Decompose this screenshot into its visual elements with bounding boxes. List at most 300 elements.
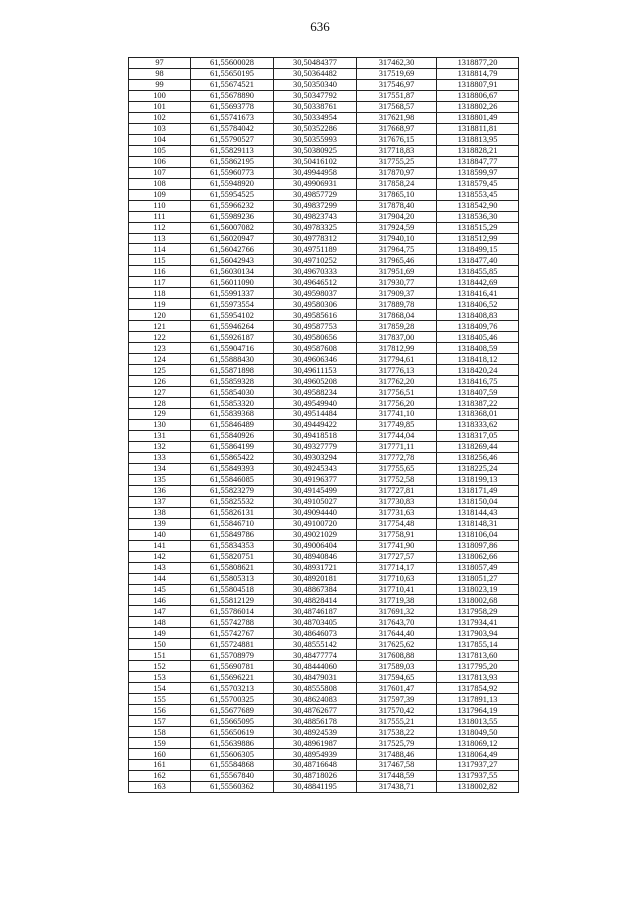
x-coordinate-cell: 317741,90 xyxy=(357,540,437,551)
table-row xyxy=(129,430,519,441)
table-row xyxy=(129,650,519,661)
longitude-cell: 30,50338761 xyxy=(274,101,357,112)
x-coordinate-cell: 317727,57 xyxy=(357,551,437,562)
x-coordinate-cell: 317719,38 xyxy=(357,595,437,606)
y-coordinate-cell: 1318144,43 xyxy=(437,507,519,518)
y-coordinate-cell: 1318515,29 xyxy=(437,222,519,233)
table-row xyxy=(129,255,519,266)
table-row xyxy=(129,79,519,90)
y-coordinate-cell: 1317958,29 xyxy=(437,606,519,617)
x-coordinate-cell: 317467,58 xyxy=(357,760,437,771)
latitude-cell: 61,55650619 xyxy=(191,727,274,738)
longitude-cell: 30,49449422 xyxy=(274,419,357,430)
y-coordinate-cell: 1318317,05 xyxy=(437,430,519,441)
x-coordinate-cell: 317731,63 xyxy=(357,507,437,518)
longitude-cell: 30,49598037 xyxy=(274,288,357,299)
point-number-cell: 136 xyxy=(129,485,191,496)
longitude-cell: 30,48828414 xyxy=(274,595,357,606)
y-coordinate-cell: 1317934,41 xyxy=(437,617,519,628)
latitude-cell: 61,55650195 xyxy=(191,68,274,79)
x-coordinate-cell: 317758,91 xyxy=(357,529,437,540)
table-row xyxy=(129,299,519,310)
x-coordinate-cell: 317865,10 xyxy=(357,189,437,200)
longitude-cell: 30,48718026 xyxy=(274,770,357,781)
latitude-cell: 61,55854030 xyxy=(191,387,274,398)
y-coordinate-cell: 1318813,95 xyxy=(437,134,519,145)
table-row xyxy=(129,200,519,211)
point-number-cell: 113 xyxy=(129,233,191,244)
table-row xyxy=(129,661,519,672)
point-number-cell: 133 xyxy=(129,452,191,463)
table-row xyxy=(129,398,519,409)
point-number-cell: 135 xyxy=(129,474,191,485)
point-number-cell: 130 xyxy=(129,419,191,430)
table-row xyxy=(129,672,519,683)
latitude-cell: 61,55639886 xyxy=(191,738,274,749)
latitude-cell: 61,55790527 xyxy=(191,134,274,145)
point-number-cell: 101 xyxy=(129,101,191,112)
y-coordinate-cell: 1317964,19 xyxy=(437,705,519,716)
longitude-cell: 30,49944958 xyxy=(274,167,357,178)
table-row xyxy=(129,738,519,749)
x-coordinate-cell: 317951,69 xyxy=(357,266,437,277)
x-coordinate-cell: 317625,62 xyxy=(357,639,437,650)
longitude-cell: 30,48961987 xyxy=(274,738,357,749)
table-row xyxy=(129,770,519,781)
x-coordinate-cell: 317710,41 xyxy=(357,584,437,595)
y-coordinate-cell: 1317903,94 xyxy=(437,628,519,639)
point-number-cell: 132 xyxy=(129,441,191,452)
longitude-cell: 30,48920181 xyxy=(274,573,357,584)
table-row xyxy=(129,365,519,376)
point-number-cell: 110 xyxy=(129,200,191,211)
point-number-cell: 99 xyxy=(129,79,191,90)
x-coordinate-cell: 317488,46 xyxy=(357,749,437,760)
table-row xyxy=(129,727,519,738)
longitude-cell: 30,49549940 xyxy=(274,398,357,409)
y-coordinate-cell: 1318409,76 xyxy=(437,321,519,332)
table-row xyxy=(129,90,519,101)
x-coordinate-cell: 317546,97 xyxy=(357,79,437,90)
point-number-cell: 115 xyxy=(129,255,191,266)
y-coordinate-cell: 1318408,59 xyxy=(437,343,519,354)
longitude-cell: 30,48444060 xyxy=(274,661,357,672)
point-number-cell: 159 xyxy=(129,738,191,749)
table-row xyxy=(129,485,519,496)
table-row xyxy=(129,496,519,507)
latitude-cell: 61,55946264 xyxy=(191,321,274,332)
point-number-cell: 131 xyxy=(129,430,191,441)
x-coordinate-cell: 317756,51 xyxy=(357,387,437,398)
y-coordinate-cell: 1318023,19 xyxy=(437,584,519,595)
latitude-cell: 61,55926187 xyxy=(191,332,274,343)
latitude-cell: 61,55823279 xyxy=(191,485,274,496)
latitude-cell: 61,55708979 xyxy=(191,650,274,661)
latitude-cell: 61,55805313 xyxy=(191,573,274,584)
y-coordinate-cell: 1318106,04 xyxy=(437,529,519,540)
point-number-cell: 116 xyxy=(129,266,191,277)
point-number-cell: 138 xyxy=(129,507,191,518)
x-coordinate-cell: 317868,04 xyxy=(357,310,437,321)
point-number-cell: 158 xyxy=(129,727,191,738)
y-coordinate-cell: 1318877,20 xyxy=(437,58,519,69)
table-row xyxy=(129,134,519,145)
y-coordinate-cell: 1317813,60 xyxy=(437,650,519,661)
y-coordinate-cell: 1318387,22 xyxy=(437,398,519,409)
point-number-cell: 100 xyxy=(129,90,191,101)
table-row xyxy=(129,595,519,606)
longitude-cell: 30,48624083 xyxy=(274,694,357,705)
x-coordinate-cell: 317538,22 xyxy=(357,727,437,738)
x-coordinate-cell: 317741,10 xyxy=(357,409,437,420)
x-coordinate-cell: 317568,57 xyxy=(357,101,437,112)
longitude-cell: 30,48746187 xyxy=(274,606,357,617)
x-coordinate-cell: 317438,71 xyxy=(357,781,437,792)
x-coordinate-cell: 317924,59 xyxy=(357,222,437,233)
longitude-cell: 30,49587753 xyxy=(274,321,357,332)
point-number-cell: 104 xyxy=(129,134,191,145)
longitude-cell: 30,50364482 xyxy=(274,68,357,79)
longitude-cell: 30,48867384 xyxy=(274,584,357,595)
longitude-cell: 30,50334954 xyxy=(274,112,357,123)
table-row xyxy=(129,781,519,792)
longitude-cell: 30,49606346 xyxy=(274,354,357,365)
x-coordinate-cell: 317794,61 xyxy=(357,354,437,365)
table-row xyxy=(129,463,519,474)
y-coordinate-cell: 1318847,77 xyxy=(437,156,519,167)
latitude-cell: 61,55560362 xyxy=(191,781,274,792)
x-coordinate-cell: 317772,78 xyxy=(357,452,437,463)
table-row xyxy=(129,233,519,244)
x-coordinate-cell: 317909,37 xyxy=(357,288,437,299)
longitude-cell: 30,49006404 xyxy=(274,540,357,551)
latitude-cell: 61,55812129 xyxy=(191,595,274,606)
point-number-cell: 149 xyxy=(129,628,191,639)
point-number-cell: 139 xyxy=(129,518,191,529)
table-row xyxy=(129,441,519,452)
longitude-cell: 30,49710252 xyxy=(274,255,357,266)
point-number-cell: 137 xyxy=(129,496,191,507)
y-coordinate-cell: 1318171,49 xyxy=(437,485,519,496)
y-coordinate-cell: 1317795,20 xyxy=(437,661,519,672)
latitude-cell: 61,55871898 xyxy=(191,365,274,376)
y-coordinate-cell: 1318814,79 xyxy=(437,68,519,79)
longitude-cell: 30,49783325 xyxy=(274,222,357,233)
y-coordinate-cell: 1318807,91 xyxy=(437,79,519,90)
x-coordinate-cell: 317730,83 xyxy=(357,496,437,507)
x-coordinate-cell: 317448,59 xyxy=(357,770,437,781)
table-row xyxy=(129,617,519,628)
longitude-cell: 30,50416102 xyxy=(274,156,357,167)
longitude-cell: 30,49418518 xyxy=(274,430,357,441)
point-number-cell: 117 xyxy=(129,277,191,288)
longitude-cell: 30,49585616 xyxy=(274,310,357,321)
y-coordinate-cell: 1318368,01 xyxy=(437,409,519,420)
point-number-cell: 120 xyxy=(129,310,191,321)
latitude-cell: 61,55784042 xyxy=(191,123,274,134)
table-row xyxy=(129,387,519,398)
longitude-cell: 30,49580306 xyxy=(274,299,357,310)
x-coordinate-cell: 317643,70 xyxy=(357,617,437,628)
table-row xyxy=(129,606,519,617)
y-coordinate-cell: 1318256,46 xyxy=(437,452,519,463)
table-row xyxy=(129,178,519,189)
y-coordinate-cell: 1318269,44 xyxy=(437,441,519,452)
table-row xyxy=(129,266,519,277)
y-coordinate-cell: 1318097,86 xyxy=(437,540,519,551)
x-coordinate-cell: 317940,10 xyxy=(357,233,437,244)
point-number-cell: 142 xyxy=(129,551,191,562)
latitude-cell: 61,55960773 xyxy=(191,167,274,178)
x-coordinate-cell: 317668,97 xyxy=(357,123,437,134)
y-coordinate-cell: 1318542,90 xyxy=(437,200,519,211)
latitude-cell: 61,55853320 xyxy=(191,398,274,409)
longitude-cell: 30,48924539 xyxy=(274,727,357,738)
table-row xyxy=(129,145,519,156)
point-number-cell: 122 xyxy=(129,332,191,343)
latitude-cell: 61,55840926 xyxy=(191,430,274,441)
point-number-cell: 126 xyxy=(129,376,191,387)
longitude-cell: 30,49605208 xyxy=(274,376,357,387)
latitude-cell: 61,55606305 xyxy=(191,749,274,760)
latitude-cell: 61,55834353 xyxy=(191,540,274,551)
y-coordinate-cell: 1318069,12 xyxy=(437,738,519,749)
latitude-cell: 61,55826131 xyxy=(191,507,274,518)
point-number-cell: 134 xyxy=(129,463,191,474)
x-coordinate-cell: 317570,42 xyxy=(357,705,437,716)
y-coordinate-cell: 1318333,62 xyxy=(437,419,519,430)
table-row xyxy=(129,156,519,167)
y-coordinate-cell: 1317891,13 xyxy=(437,694,519,705)
latitude-cell: 61,55991337 xyxy=(191,288,274,299)
longitude-cell: 30,48477774 xyxy=(274,650,357,661)
x-coordinate-cell: 317776,13 xyxy=(357,365,437,376)
longitude-cell: 30,50350340 xyxy=(274,79,357,90)
y-coordinate-cell: 1318148,31 xyxy=(437,518,519,529)
latitude-cell: 61,55820751 xyxy=(191,551,274,562)
point-number-cell: 151 xyxy=(129,650,191,661)
table-row xyxy=(129,628,519,639)
x-coordinate-cell: 317859,28 xyxy=(357,321,437,332)
longitude-cell: 30,49646512 xyxy=(274,277,357,288)
x-coordinate-cell: 317644,40 xyxy=(357,628,437,639)
longitude-cell: 30,49327779 xyxy=(274,441,357,452)
y-coordinate-cell: 1318408,83 xyxy=(437,310,519,321)
longitude-cell: 30,48856178 xyxy=(274,716,357,727)
point-number-cell: 144 xyxy=(129,573,191,584)
latitude-cell: 61,55954102 xyxy=(191,310,274,321)
table-row xyxy=(129,332,519,343)
latitude-cell: 61,55846085 xyxy=(191,474,274,485)
longitude-cell: 30,48555808 xyxy=(274,683,357,694)
x-coordinate-cell: 317904,20 xyxy=(357,211,437,222)
longitude-cell: 30,48931721 xyxy=(274,562,357,573)
point-number-cell: 152 xyxy=(129,661,191,672)
x-coordinate-cell: 317676,15 xyxy=(357,134,437,145)
latitude-cell: 61,55678890 xyxy=(191,90,274,101)
point-number-cell: 128 xyxy=(129,398,191,409)
point-number-cell: 155 xyxy=(129,694,191,705)
point-number-cell: 118 xyxy=(129,288,191,299)
point-number-cell: 111 xyxy=(129,211,191,222)
y-coordinate-cell: 1318407,59 xyxy=(437,387,519,398)
latitude-cell: 61,55825532 xyxy=(191,496,274,507)
y-coordinate-cell: 1318828,21 xyxy=(437,145,519,156)
longitude-cell: 30,49303294 xyxy=(274,452,357,463)
x-coordinate-cell: 317889,78 xyxy=(357,299,437,310)
table-row xyxy=(129,507,519,518)
x-coordinate-cell: 317837,00 xyxy=(357,332,437,343)
x-coordinate-cell: 317621,98 xyxy=(357,112,437,123)
latitude-cell: 61,56042943 xyxy=(191,255,274,266)
longitude-cell: 30,49751189 xyxy=(274,244,357,255)
latitude-cell: 61,55829113 xyxy=(191,145,274,156)
y-coordinate-cell: 1318418,12 xyxy=(437,354,519,365)
point-number-cell: 145 xyxy=(129,584,191,595)
table-row xyxy=(129,244,519,255)
longitude-cell: 30,50484377 xyxy=(274,58,357,69)
coordinates-table-body xyxy=(129,58,519,793)
longitude-cell: 30,49196377 xyxy=(274,474,357,485)
y-coordinate-cell: 1317813,93 xyxy=(437,672,519,683)
latitude-cell: 61,55567840 xyxy=(191,770,274,781)
table-row xyxy=(129,68,519,79)
latitude-cell: 61,55674521 xyxy=(191,79,274,90)
point-number-cell: 112 xyxy=(129,222,191,233)
x-coordinate-cell: 317771,11 xyxy=(357,441,437,452)
y-coordinate-cell: 1318049,50 xyxy=(437,727,519,738)
longitude-cell: 30,50352286 xyxy=(274,123,357,134)
longitude-cell: 30,48646073 xyxy=(274,628,357,639)
x-coordinate-cell: 317964,75 xyxy=(357,244,437,255)
latitude-cell: 61,55696221 xyxy=(191,672,274,683)
point-number-cell: 97 xyxy=(129,58,191,69)
table-row xyxy=(129,123,519,134)
point-number-cell: 150 xyxy=(129,639,191,650)
point-number-cell: 153 xyxy=(129,672,191,683)
y-coordinate-cell: 1318002,68 xyxy=(437,595,519,606)
latitude-cell: 61,55859328 xyxy=(191,376,274,387)
table-row xyxy=(129,58,519,69)
table-row xyxy=(129,705,519,716)
x-coordinate-cell: 317589,03 xyxy=(357,661,437,672)
x-coordinate-cell: 317608,88 xyxy=(357,650,437,661)
x-coordinate-cell: 317727,81 xyxy=(357,485,437,496)
y-coordinate-cell: 1318002,82 xyxy=(437,781,519,792)
longitude-cell: 30,49245343 xyxy=(274,463,357,474)
longitude-cell: 30,49145499 xyxy=(274,485,357,496)
latitude-cell: 61,55700325 xyxy=(191,694,274,705)
x-coordinate-cell: 317594,65 xyxy=(357,672,437,683)
latitude-cell: 61,55600028 xyxy=(191,58,274,69)
x-coordinate-cell: 317714,17 xyxy=(357,562,437,573)
point-number-cell: 102 xyxy=(129,112,191,123)
latitude-cell: 61,56007082 xyxy=(191,222,274,233)
x-coordinate-cell: 317718,83 xyxy=(357,145,437,156)
table-row xyxy=(129,321,519,332)
x-coordinate-cell: 317749,85 xyxy=(357,419,437,430)
page-number: 636 xyxy=(310,19,330,34)
point-number-cell: 161 xyxy=(129,760,191,771)
x-coordinate-cell: 317710,63 xyxy=(357,573,437,584)
table-row xyxy=(129,683,519,694)
table-row xyxy=(129,101,519,112)
table-row xyxy=(129,540,519,551)
y-coordinate-cell: 1318199,13 xyxy=(437,474,519,485)
longitude-cell: 30,49588234 xyxy=(274,387,357,398)
point-number-cell: 125 xyxy=(129,365,191,376)
table-row xyxy=(129,288,519,299)
table-row xyxy=(129,419,519,430)
table-row xyxy=(129,716,519,727)
y-coordinate-cell: 1318442,69 xyxy=(437,277,519,288)
table-row xyxy=(129,474,519,485)
point-number-cell: 114 xyxy=(129,244,191,255)
latitude-cell: 61,55742767 xyxy=(191,628,274,639)
x-coordinate-cell: 317755,25 xyxy=(357,156,437,167)
longitude-cell: 30,48954939 xyxy=(274,749,357,760)
x-coordinate-cell: 317462,30 xyxy=(357,58,437,69)
point-number-cell: 105 xyxy=(129,145,191,156)
latitude-cell: 61,55973554 xyxy=(191,299,274,310)
x-coordinate-cell: 317965,46 xyxy=(357,255,437,266)
table-row xyxy=(129,277,519,288)
latitude-cell: 61,56042766 xyxy=(191,244,274,255)
latitude-cell: 61,55584868 xyxy=(191,760,274,771)
x-coordinate-cell: 317870,97 xyxy=(357,167,437,178)
table-row xyxy=(129,211,519,222)
y-coordinate-cell: 1318406,52 xyxy=(437,299,519,310)
x-coordinate-cell: 317858,24 xyxy=(357,178,437,189)
longitude-cell: 30,48703405 xyxy=(274,617,357,628)
point-number-cell: 163 xyxy=(129,781,191,792)
y-coordinate-cell: 1317937,55 xyxy=(437,770,519,781)
y-coordinate-cell: 1318512,99 xyxy=(437,233,519,244)
x-coordinate-cell: 317519,69 xyxy=(357,68,437,79)
y-coordinate-cell: 1318013,55 xyxy=(437,716,519,727)
x-coordinate-cell: 317597,39 xyxy=(357,694,437,705)
latitude-cell: 61,55989236 xyxy=(191,211,274,222)
longitude-cell: 30,49100720 xyxy=(274,518,357,529)
point-number-cell: 106 xyxy=(129,156,191,167)
longitude-cell: 30,48716648 xyxy=(274,760,357,771)
longitude-cell: 30,49611153 xyxy=(274,365,357,376)
longitude-cell: 30,49906931 xyxy=(274,178,357,189)
latitude-cell: 61,55862195 xyxy=(191,156,274,167)
latitude-cell: 61,55808621 xyxy=(191,562,274,573)
x-coordinate-cell: 317525,79 xyxy=(357,738,437,749)
table-row xyxy=(129,452,519,463)
table-row xyxy=(129,639,519,650)
longitude-cell: 30,49514484 xyxy=(274,409,357,420)
table-row xyxy=(129,694,519,705)
y-coordinate-cell: 1318057,49 xyxy=(437,562,519,573)
longitude-cell: 30,48479031 xyxy=(274,672,357,683)
y-coordinate-cell: 1318806,67 xyxy=(437,90,519,101)
point-number-cell: 148 xyxy=(129,617,191,628)
x-coordinate-cell: 317752,58 xyxy=(357,474,437,485)
table-row xyxy=(129,518,519,529)
latitude-cell: 61,55677689 xyxy=(191,705,274,716)
y-coordinate-cell: 1318051,27 xyxy=(437,573,519,584)
point-number-cell: 103 xyxy=(129,123,191,134)
x-coordinate-cell: 317691,32 xyxy=(357,606,437,617)
y-coordinate-cell: 1318802,26 xyxy=(437,101,519,112)
y-coordinate-cell: 1318405,46 xyxy=(437,332,519,343)
point-number-cell: 119 xyxy=(129,299,191,310)
latitude-cell: 61,55724881 xyxy=(191,639,274,650)
y-coordinate-cell: 1318536,30 xyxy=(437,211,519,222)
